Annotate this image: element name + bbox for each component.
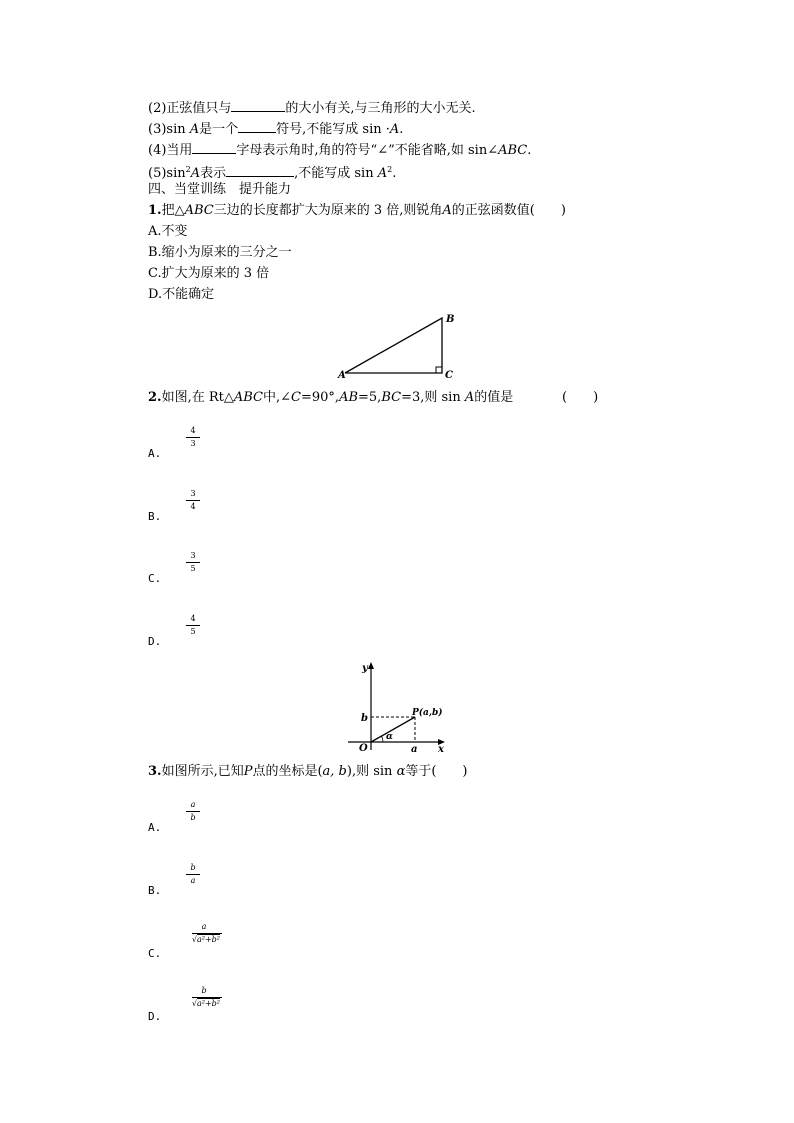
q2-option-a-fraction: 4 3 — [186, 426, 200, 449]
note-3: (3)sin A是一个 符号,不能写成 sin ·A. — [148, 122, 404, 137]
answer-parens: ( ) — [562, 390, 599, 405]
label-a-coord: a — [411, 744, 418, 755]
q3-option-a-label: A. — [148, 821, 162, 834]
q3-option-b-label: B. — [148, 884, 162, 897]
triangle-shape — [345, 318, 442, 373]
q3-option-d-label: D. — [148, 1010, 162, 1023]
q2-option-a-label: A. — [148, 447, 162, 460]
q2-option-b-fraction: 3 4 — [186, 489, 200, 512]
q2-option-b-label: B. — [148, 510, 162, 523]
q1-option-c: C.扩大为原来的 3 倍 — [148, 266, 270, 281]
q3-option-d-fraction: b √a²+b² — [186, 986, 222, 1009]
label-c: C — [445, 370, 453, 381]
fill-blank — [192, 141, 236, 154]
fill-blank — [238, 120, 276, 133]
q1-option-b: B.缩小为原来的三分之一 — [148, 245, 292, 260]
coordinate-figure — [343, 660, 453, 755]
label-point-p: P(a,b) — [412, 708, 443, 718]
label-b-coord: b — [361, 713, 368, 724]
label-y: y — [362, 663, 368, 674]
label-b: B — [446, 314, 455, 325]
note-4: (4)当用 字母表示角时,角的符号“∠”不能省略,如 sin∠ABC. — [148, 143, 532, 158]
q3-option-b-fraction: b a — [186, 863, 200, 886]
label-x: x — [438, 744, 444, 755]
label-origin: O — [359, 743, 368, 754]
angle-arc — [382, 736, 384, 742]
q1-option-a: A.不变 — [148, 224, 188, 239]
q3-option-c-fraction: a √a²+b² — [186, 922, 222, 945]
note-2: (2)正弦值只与 的大小有关,与三角形的大小无关. — [148, 101, 476, 116]
question-3: 3.如图所示,已知P点的坐标是(a, b),则 sin α等于( ) — [148, 764, 468, 779]
label-alpha: α — [386, 732, 393, 742]
fill-blank — [231, 99, 285, 112]
radical-sign: √a²+b² — [191, 935, 220, 944]
right-angle-mark — [436, 367, 442, 373]
q2-option-d-fraction: 4 5 — [186, 614, 200, 637]
q3-option-a-fraction: a b — [186, 800, 200, 823]
question-2: 2.如图,在 Rt△ABC中,∠C=90°,AB=5,BC=3,则 sin A的值是 — [148, 390, 514, 405]
q2-option-d-label: D. — [148, 635, 162, 648]
y-axis-arrow — [368, 662, 374, 669]
q1-option-d: D.不能确定 — [148, 287, 215, 302]
question-1: 1.把△ABC三边的长度都扩大为原来的 3 倍,则锐角A的正弦函数值( ) — [148, 203, 566, 218]
section-title: 四、当堂训练 提升能力 — [148, 182, 292, 197]
q2-option-c-label: C. — [148, 572, 162, 585]
radical-sign: √a²+b² — [191, 999, 220, 1008]
fill-blank — [226, 164, 294, 177]
label-a: A — [338, 370, 346, 381]
right-triangle-figure — [330, 310, 460, 382]
q2-option-c-fraction: 3 5 — [186, 551, 200, 574]
note-5: $(5)\sin^2A$表示 ,不能写成 $\sin A^2$. — [148, 165, 397, 181]
op-segment — [371, 717, 415, 742]
q3-option-c-label: C. — [148, 947, 162, 960]
